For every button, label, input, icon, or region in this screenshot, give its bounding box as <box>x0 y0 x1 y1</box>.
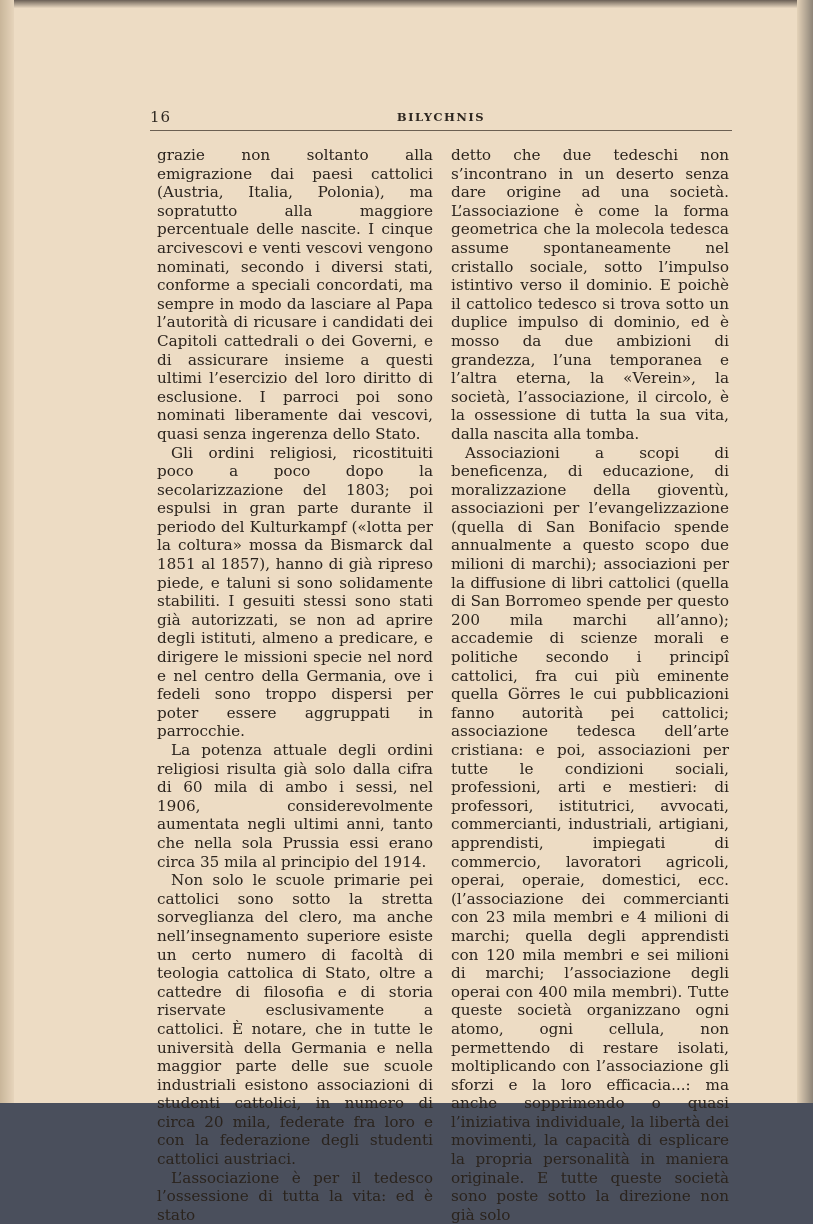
paragraph: grazie non soltanto alla emigrazione dai paesi cattolici (Austria, Italia, Polonia), ma sopratutto alla maggiore percentuale delle nascite. I cinque arcivescovi e venti vescovi vengono nominati, secondo i diversi stati, conforme a speciali concordati, ma sempre in modo da lasciare al Papa l’autorità di ricusare i candidati dei Capitoli cattedrali o dei Governi, e di assicurare insieme a questi ultimi l’esercizio del loro diritto di esclusione. I parroci poi sono nominati liberamente dai vescovi, quasi senza ingerenza dello Stato. <box>157 146 433 444</box>
page-header <box>150 108 732 131</box>
page-right-edge <box>797 0 813 1103</box>
page-left-edge <box>0 0 14 1103</box>
paragraph: L’associazione è per il tedesco l’ossessione di tutta la vita: ed è stato <box>157 1169 433 1224</box>
paragraph: Associazioni a scopi di beneficenza, di educazione, di moralizzazione della gioventù, associazioni per l’evangelizzazione (quella di San Bonifacio spende annualmente a questo scopo due milioni di marchi); associazioni per la diffusione di libri cattolici (quella di San Borromeo spende per questo 200 mila marchi all’anno); accademie di scienze morali e politiche secondo i principî cattolici, fra cui più eminente quella Görres le cui pubblicazioni fanno autorità pei cattolici; associazione tedesca dell’arte cristiana: e poi, associazioni per tutte le condizioni sociali, professioni, arti e mestieri: di professori, istitutrici, avvocati, commercianti, industriali, artigiani, apprendisti, impiegati di commercio, lavoratori agricoli, operai, operaie, domestici, ecc. (l’associazione dei commercianti con 23 mila membri e 4 milioni di marchi; quella degli apprendisti con 120 mila membri e sei milioni di marchi; l’associazione degli operai con 400 mila membri). Tutte queste società organizzano ogni atomo, ogni cellula, non permettendo di restare isolati, moltiplicando con l’associazione gli sforzi e la loro efficacia...: ma anche sopprimendo o quasi l’iniziativa individuale, la libertà dei movimenti, la capacità di esplicare la propria personalità in maniera originale. E tutte queste società sono poste sotto la direzione non già solo <box>451 444 729 1224</box>
running-head-title: BILYCHNIS <box>150 110 732 124</box>
paragraph: detto che due tedeschi non s’incontrano in un deserto senza dare origine ad una società. L’associazione è come la forma geometrica che la molecola tedesca assume spontaneamente nel cristallo sociale, sotto l’impulso istintivo verso il dominio. E poichè il cattolico tedesco si trova sotto un duplice impulso di dominio, ed è mosso da due ambizioni di grandezza, l’una temporanea e l’altra eterna, la «Verein», la società, l’associazione, il circolo, è la ossessione di tutta la sua vita, dalla nascita alla tomba. <box>451 146 729 444</box>
page-number: 16 <box>150 108 171 126</box>
paragraph: La potenza attuale degli ordini religiosi risulta già solo dalla cifra di 60 mila di ambo i sessi, nel 1906, considerevolmente aumentata negli ultimi anni, tanto che nella sola Prussia essi erano circa 35 mila al principio del 1914. <box>157 741 433 871</box>
paragraph: Non solo le scuole primarie pei cattolici sono sotto la stretta sorveglianza del clero, ma anche nell’insegnamento superiore esiste un certo numero di facoltà di teologia cattolica di Stato, oltre a cattedre di filosofia e di storia riservate esclusivamente a cattolici. È notare, che in tutte le università della Germania e nella maggior parte delle sue scuole industriali esistono associazioni di studenti cattolici, in numero di circa 20 mila, federate fra loro e con la federazione degli studenti cattolici austriaci. <box>157 871 433 1169</box>
paragraph: Gli ordini religiosi, ricostituiti poco a poco dopo la secolarizzazione del 1803; poi espulsi in gran parte durante il periodo del Kulturkampf («lotta per la coltura» mossa da Bismarck dal 1851 al 1857), hanno di già ripreso piede, e taluni si sono solidamente stabiliti. I gesuiti stessi sono stati già autorizzati, se non ad aprire degli istituti, almeno a predicare, e dirigere le missioni specie nel nord e nel centro della Germania, ove i fedeli sono troppo dispersi per poter essere aggruppati in parrocchie. <box>157 444 433 742</box>
page-top-edge <box>0 0 813 8</box>
left-text-column <box>157 146 433 1224</box>
right-text-column <box>451 146 729 1224</box>
